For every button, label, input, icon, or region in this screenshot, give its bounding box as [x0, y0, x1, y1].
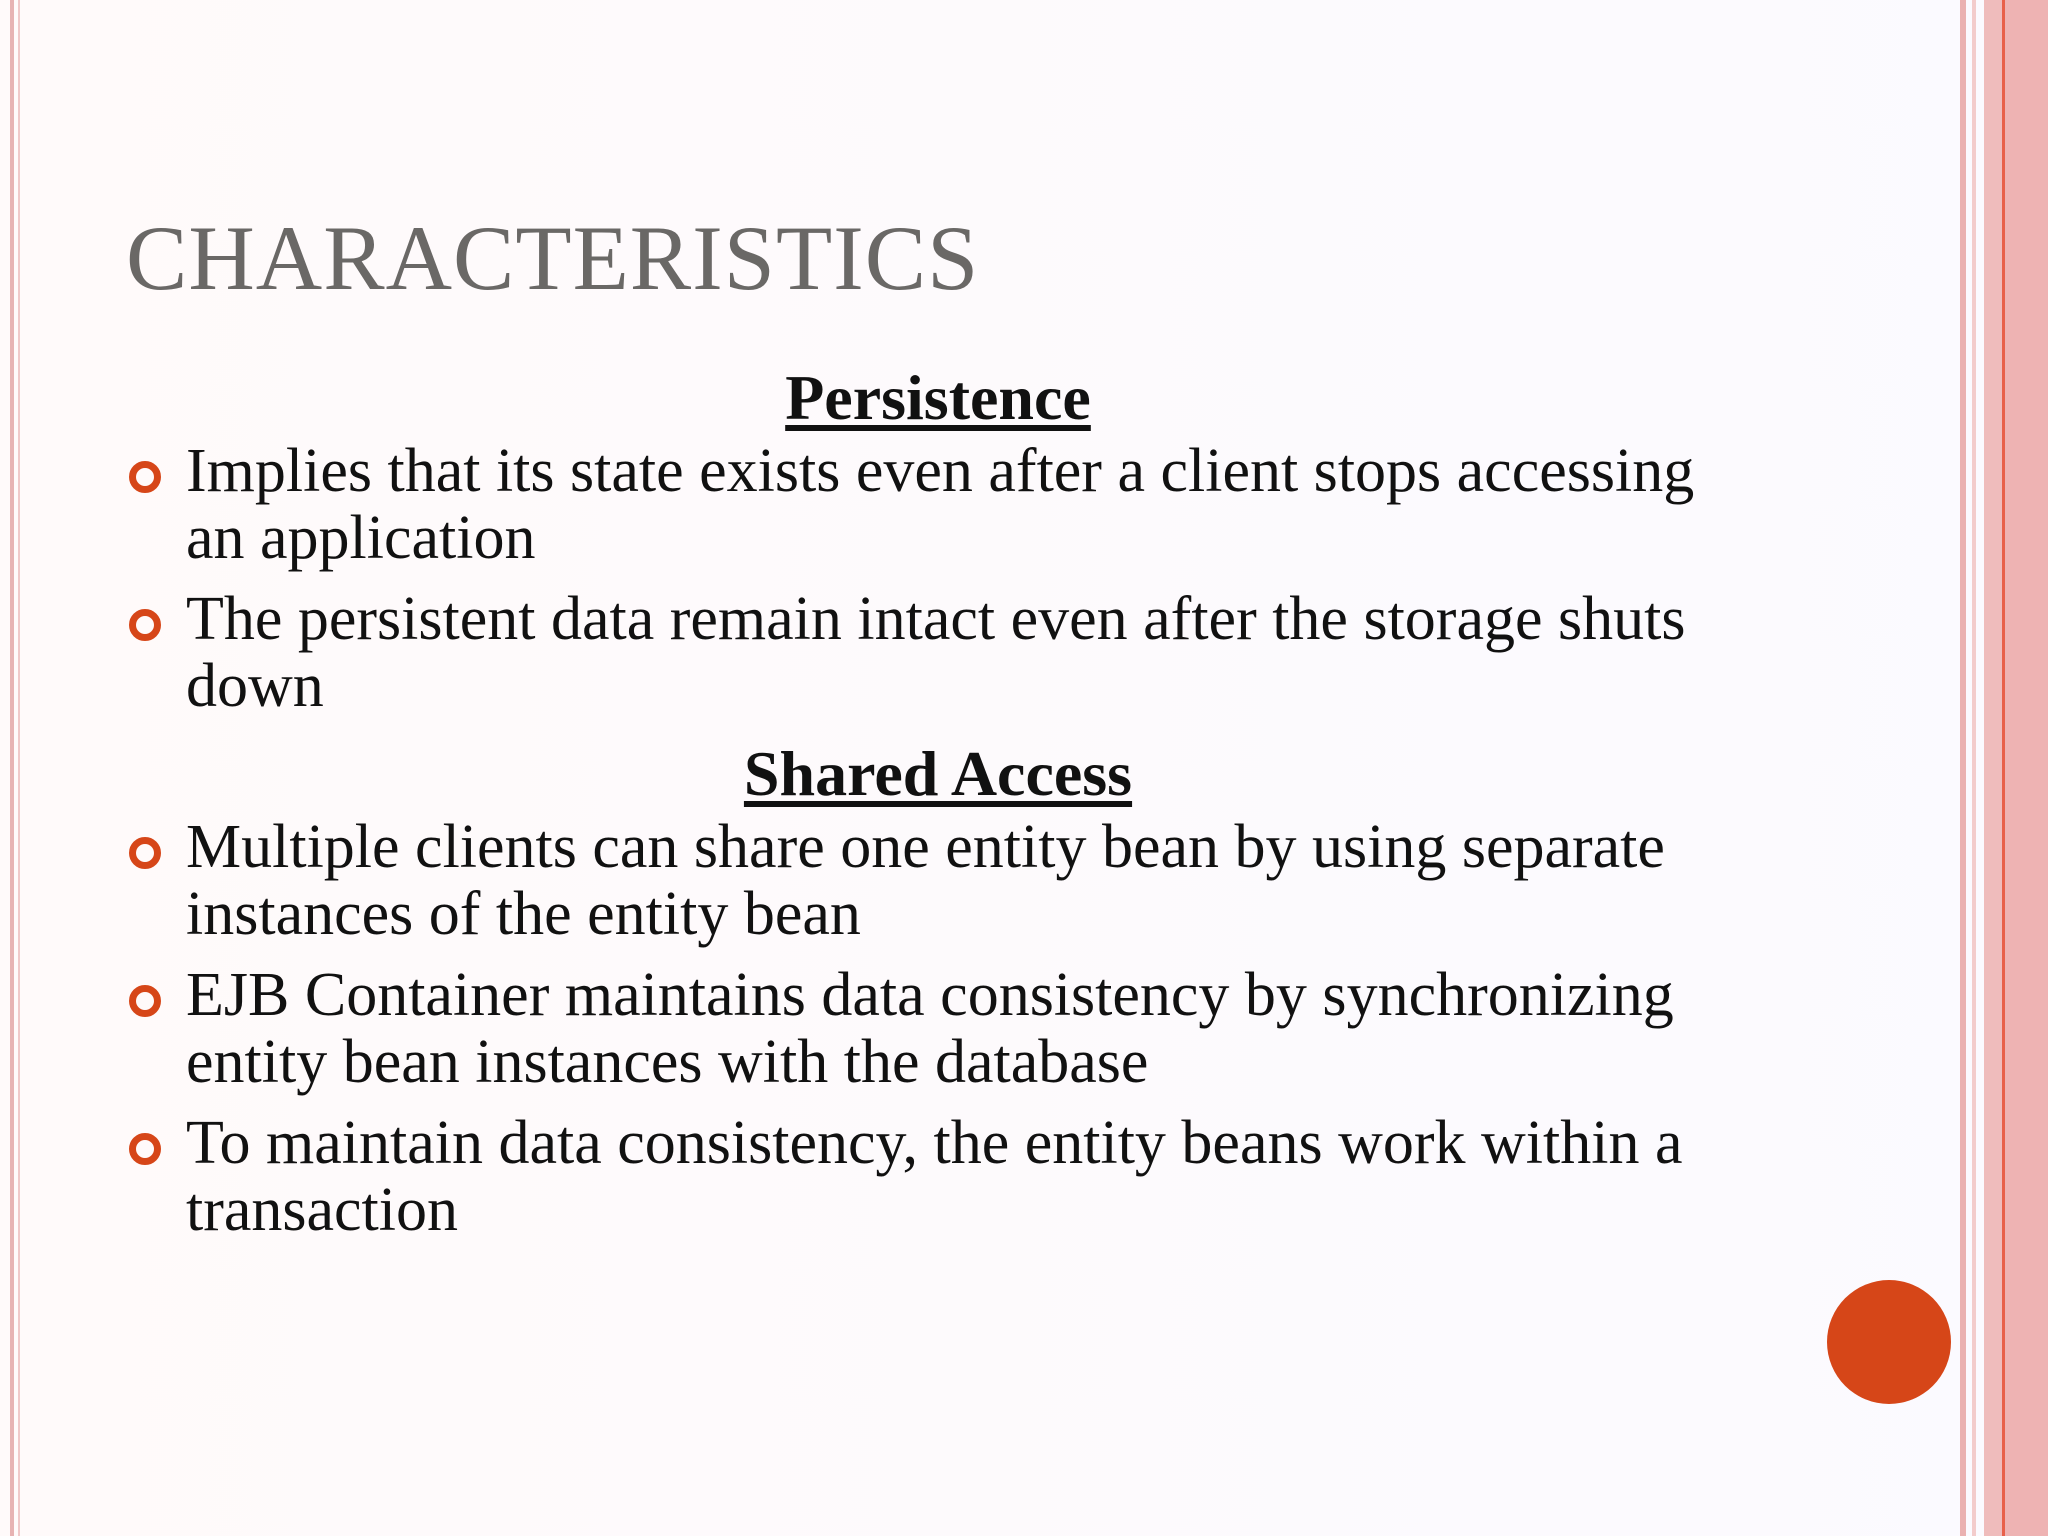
- bullet-item: [125, 586, 1725, 720]
- circle-bullet-icon: [129, 985, 161, 1017]
- circle-bullet-icon: [129, 461, 161, 493]
- right-border-band: [2005, 0, 2048, 1536]
- section-heading-shared-access: Shared Access: [743, 738, 1133, 809]
- circle-bullet-icon: [129, 609, 161, 641]
- bullet-text: Implies that its state exists even after a client stops accessing an application: [186, 437, 1695, 572]
- circle-bullet-icon: [129, 1133, 161, 1165]
- slide-content: [125, 358, 1725, 1258]
- bullet-item: [125, 814, 1725, 948]
- right-border-band: [1960, 0, 1966, 1536]
- section-heading-persistence: Persistence: [785, 362, 1091, 433]
- bullet-item: [125, 1110, 1725, 1244]
- bullet-text: EJB Container maintains data consistency by synchronizing entity bean instances with the database: [186, 961, 1674, 1096]
- slide-title: CHARACTERISTICS: [126, 207, 980, 309]
- bullet-item: [125, 438, 1725, 572]
- bullet-text: The persistent data remain intact even after the storage shuts down: [186, 585, 1686, 720]
- circle-bullet-icon: [129, 837, 161, 869]
- bullet-text: To maintain data consistency, the entity beans work within a transaction: [186, 1109, 1683, 1244]
- decorative-orange-circle: [1827, 1280, 1951, 1404]
- left-border: [10, 0, 14, 1536]
- left-border-inner: [18, 0, 20, 1536]
- bullet-item: [125, 962, 1725, 1096]
- right-border-band: [1972, 0, 1976, 1536]
- bullet-text: Multiple clients can share one entity bean by using separate instances of the entity bean: [186, 813, 1665, 948]
- right-border-band: [1984, 0, 2002, 1536]
